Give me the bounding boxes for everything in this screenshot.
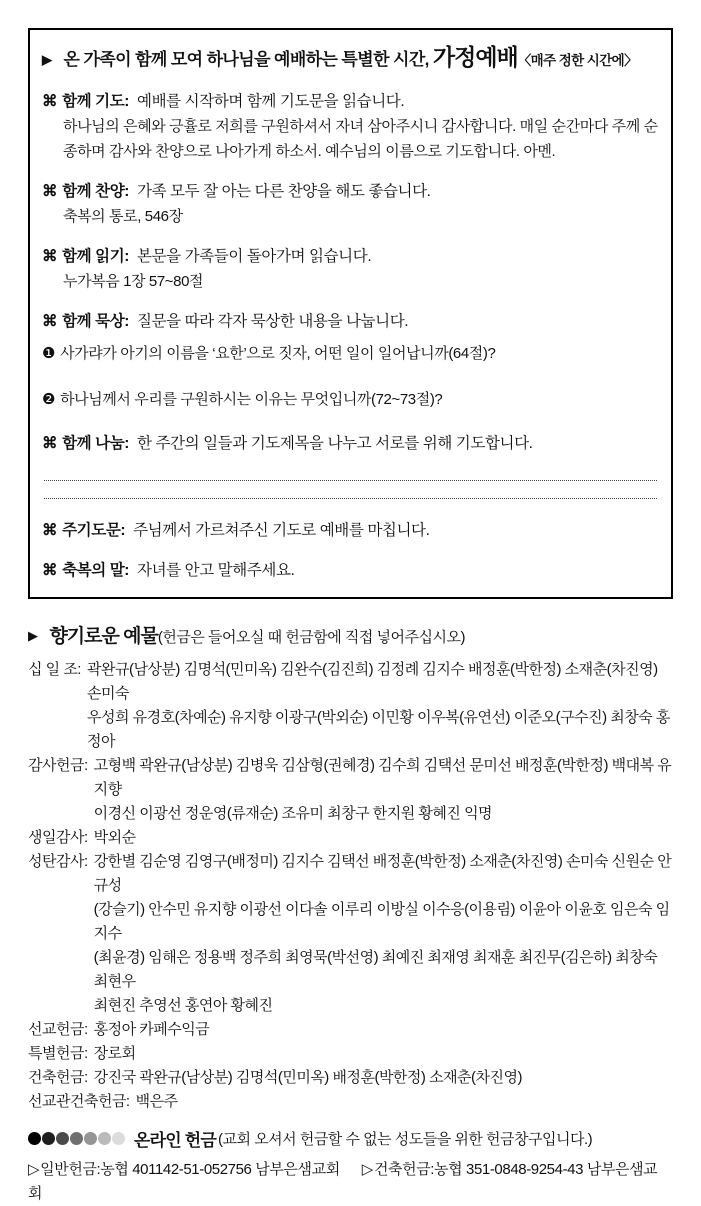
dot-icon <box>98 1132 111 1145</box>
offering-row <box>28 826 673 850</box>
offering-category-label: 건축헌금: <box>28 1069 88 1086</box>
offering-category-label: 생일감사: <box>28 829 88 846</box>
section-heading <box>42 180 659 204</box>
bank-account-text: 일반헌금:농협 401142-51-052756 남부은샘교회 <box>40 1161 340 1178</box>
bank-account <box>28 1161 340 1178</box>
section-lords-prayer <box>42 519 659 543</box>
offering-row <box>28 1042 673 1066</box>
section-heading <box>42 432 659 456</box>
dot-icon <box>42 1132 55 1145</box>
question-text: 하나님께서 우리를 구원하시는 이유는 무엇입니까(72~73절)? <box>60 391 443 408</box>
offering-names <box>94 1042 673 1066</box>
offering-category-label: 선교헌금: <box>28 1021 88 1038</box>
section-body: 하나님의 은혜와 긍휼로 저희를 구원하셔서 자녀 삼아주시니 감사합니다. 매일 순간마다 주께 순종하며 감사와 찬양으로 나아가게 하소서. 예수님의 이름으로 기도합니다. 아멘. <box>63 118 658 160</box>
section-read-together <box>42 245 659 294</box>
offering-names-line: 강진국 곽완규(남상분) 김명석(민미옥) 배정훈(박한정) 소재춘(차진영) <box>93 1069 523 1086</box>
section-body: 누가복음 1장 57~80절 <box>63 273 204 290</box>
section-pray-together <box>42 90 659 164</box>
section-blessing-words <box>42 559 659 583</box>
triangle-bullet-icon: ▶ <box>42 52 52 67</box>
offering-category-label: 십 일 조: <box>28 661 81 678</box>
section-lead: 주님께서 가르쳐주신 기도로 예배를 마칩니다. <box>133 522 430 539</box>
triangle-bullet-icon: ▶ <box>28 628 38 643</box>
family-worship-title-text: 온 가족이 함께 모여 하나님을 예배하는 특별한 시간, <box>63 50 429 69</box>
offering-category-label: 성탄감사: <box>28 853 88 870</box>
family-worship-brand: 가정예배 <box>432 44 518 70</box>
offering-names-line: (강슬기) 안수민 유지향 이광선 이다솔 이루리 이방실 이수응(이용림) 이윤아 이윤호 임은숙 임지수 <box>93 901 670 942</box>
dot-icon <box>84 1132 97 1145</box>
online-giving <box>28 1126 673 1206</box>
offering-names-line: 백은주 <box>135 1093 178 1110</box>
section-heading <box>42 559 659 583</box>
offering-title-note: (헌금은 들어오실 때 헌금함에 직접 넣어주십시오) <box>157 629 465 646</box>
section-label: 함께 읽기: <box>62 248 130 265</box>
section-lead: 질문을 따라 각자 묵상한 내용을 나눕니다. <box>137 313 409 330</box>
offering-names-line: 강한별 김순영 김영구(배정미) 김지수 김택선 배정훈(박한정) 소재춘(차진영) 손미숙 신원순 안규성 <box>93 853 672 894</box>
offering-names <box>94 1018 673 1042</box>
section-praise-together <box>42 180 659 229</box>
dot-icon <box>56 1132 69 1145</box>
offering-names <box>94 754 673 826</box>
section-lead: 본문을 가족들이 돌아가며 읽습니다. <box>137 248 372 265</box>
section-lead: 가족 모두 잘 아는 다른 찬양을 해도 좋습니다. <box>137 183 431 200</box>
offering-row <box>28 1018 673 1042</box>
dot-icon <box>112 1132 125 1145</box>
offering-names-line: 고형백 곽완규(남상분) 김병욱 김삼형(권혜경) 김수희 김택선 문미선 배정훈(박한정) 백대복 유지향 <box>93 757 672 798</box>
meditation-question-1 <box>42 342 659 366</box>
command-icon: ⌘ <box>42 435 58 452</box>
question-text: 사가랴가 아기의 이름을 ‘요한’으로 짓자, 어떤 일이 일어납니까(64절)? <box>60 345 496 362</box>
section-lead: 예배를 시작하며 함께 기도문을 읽습니다. <box>137 93 405 110</box>
section-label: 주기도문: <box>62 522 126 539</box>
command-icon: ⌘ <box>42 562 58 579</box>
circled-two-icon: ❷ <box>42 391 56 408</box>
section-meditate-together <box>42 310 659 334</box>
dot-icon <box>70 1132 83 1145</box>
section-lead: 자녀를 안고 말해주세요. <box>137 562 295 579</box>
family-worship-title <box>42 44 659 74</box>
section-heading <box>42 519 659 543</box>
offering-category-label: 감사헌금: <box>28 757 88 774</box>
offering-row <box>28 1090 673 1114</box>
family-worship-time-note: 〈매주 정한 시간에〉 <box>517 53 637 68</box>
section-heading <box>42 245 659 269</box>
section-lead: 한 주간의 일들과 기도제목을 나누고 서로를 위해 기도합니다. <box>137 435 533 452</box>
bank-accounts <box>28 1158 673 1206</box>
command-icon: ⌘ <box>42 183 58 200</box>
online-giving-heading <box>28 1126 673 1151</box>
circled-one-icon: ❶ <box>42 345 56 362</box>
bank-account-text: 건축헌금:농협 351-0848-9254-43 남부은샘교회 <box>28 1161 658 1202</box>
triangle-outline-icon: ▷ <box>361 1161 373 1178</box>
offering-names-line: 이경신 이광선 정운영(류재순) 조유미 최창구 한지원 황혜진 익명 <box>93 805 493 822</box>
offering-title-text: 향기로운 예물 <box>49 626 158 647</box>
offering-names-line: 장로회 <box>93 1045 136 1062</box>
online-giving-note: (교회 오셔서 헌금할 수 없는 성도들을 위한 헌금창구입니다.) <box>218 1131 593 1148</box>
offering-names <box>136 1090 673 1114</box>
section-label: 함께 찬양: <box>62 183 130 200</box>
offering-row <box>28 658 673 754</box>
writing-line <box>44 498 657 499</box>
triangle-outline-icon: ▷ <box>28 1161 40 1178</box>
meditation-question-2 <box>42 388 659 412</box>
gradient-dots-icon <box>28 1132 126 1145</box>
offering-names <box>94 1066 673 1090</box>
section-heading <box>42 90 659 114</box>
offering-names-line: 우성희 유경호(차예순) 유지향 이광구(박외순) 이민황 이우복(유연선) 이준오(구수진) 최창숙 홍정아 <box>86 709 670 750</box>
offering-rows <box>28 658 673 1114</box>
section-label: 축복의 말: <box>62 562 130 579</box>
offering-names-line: 박외순 <box>93 829 136 846</box>
offering-names-line: 곽완규(남상분) 김명석(민미옥) 김완수(김진희) 김정례 김지수 배정훈(박한정) 소재춘(차진영) 손미숙 <box>86 661 658 702</box>
online-giving-label: 온라인 헌금 <box>134 1131 217 1150</box>
section-label: 함께 나눔: <box>62 435 130 452</box>
section-share-together <box>42 432 659 456</box>
offering-row <box>28 754 673 826</box>
offering-names-line: 최현진 추영선 홍연아 황혜진 <box>93 997 273 1014</box>
offering-category-label: 선교관건축헌금: <box>28 1093 130 1110</box>
command-icon: ⌘ <box>42 522 58 539</box>
section-heading <box>42 310 659 334</box>
section-label: 함께 묵상: <box>62 313 130 330</box>
dot-icon <box>28 1132 41 1145</box>
offering-names <box>94 850 673 1018</box>
offering-row <box>28 850 673 1018</box>
command-icon: ⌘ <box>42 313 58 330</box>
offering-category-label: 특별헌금: <box>28 1045 88 1062</box>
command-icon: ⌘ <box>42 248 58 265</box>
offering-names-line: (최윤경) 임해은 정용백 정주희 최영묵(박선영) 최예진 최재영 최재훈 최진무(김은하) 최창숙 최현우 <box>93 949 658 990</box>
offering-names <box>87 658 673 754</box>
offering-row <box>28 1066 673 1090</box>
section-body: 축복의 통로, 546장 <box>63 208 183 225</box>
command-icon: ⌘ <box>42 93 58 110</box>
offering-names-line: 홍정아 카페수익금 <box>93 1021 210 1038</box>
offering-names <box>94 826 673 850</box>
section-label: 함께 기도: <box>62 93 130 110</box>
family-worship-box <box>28 28 673 599</box>
offering-section-title <box>28 621 673 648</box>
writing-line <box>44 480 657 481</box>
